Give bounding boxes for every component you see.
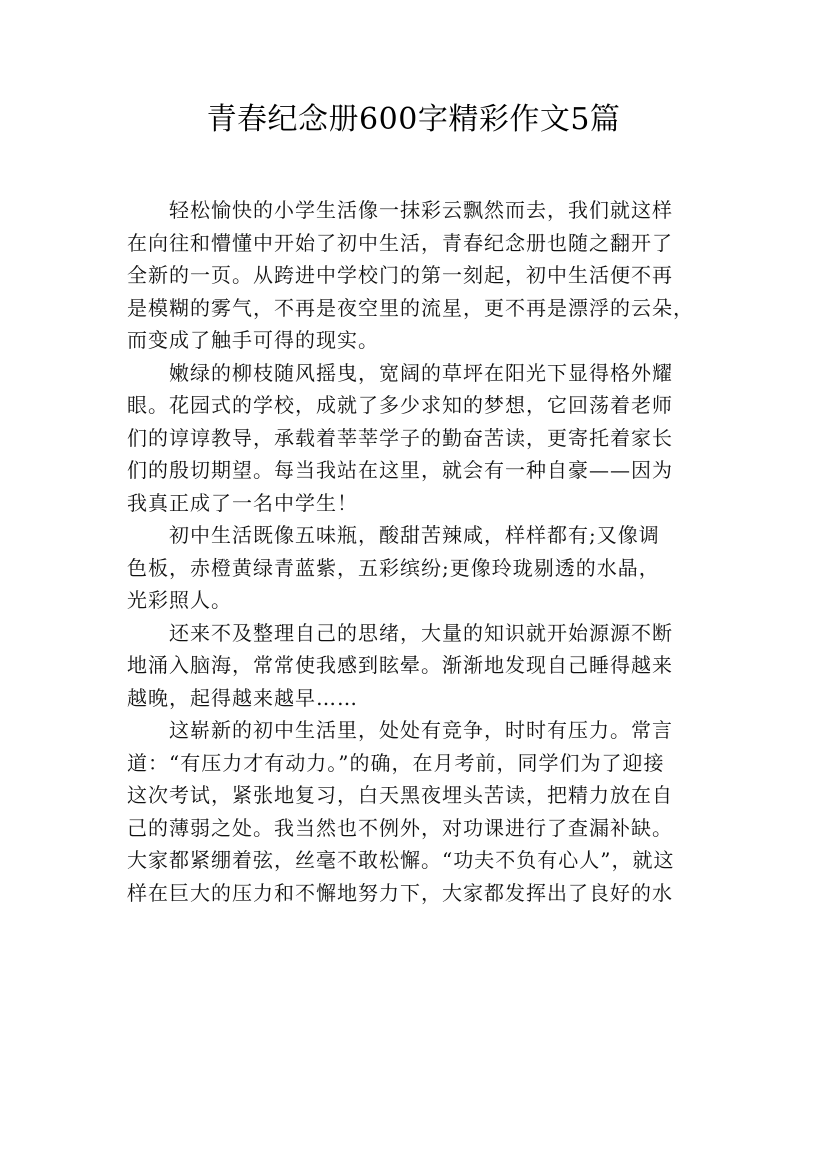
text-line: 地涌入脑海，常常使我感到眩晕。渐渐地发现自己睡得越来 (127, 653, 673, 677)
paragraph-1 (127, 194, 707, 357)
text-line: 还来不及整理自己的思绪，大量的知识就开始源源不断 (169, 620, 673, 645)
text-line: 是模糊的雾气，不再是夜空里的流星，更不再是漂浮的云朵， (127, 295, 694, 320)
text-line: 们的殷切期望。每当我站在这里，就会有一种自豪——因为 (127, 458, 673, 482)
text-line: 全新的一页。从跨进中学校门的第一刻起，初中生活便不再 (127, 263, 673, 287)
text-line: 轻松愉快的小学生活像一抹彩云飘然而去，我们就这样 (169, 198, 673, 222)
text-line: 光彩照人。 (127, 588, 232, 612)
paragraph-5 (127, 714, 707, 909)
text-line: 们的谆谆教导，承载着莘莘学子的勤奋苦读，更寄托着家长 (127, 425, 673, 450)
text-line: 大家都紧绷着弦，丝毫不敢松懈。“功夫不负有心人”，就这 (127, 848, 675, 872)
text-line: 嫩绿的柳枝随风摇曳，宽阔的草坪在阳光下显得格外耀 (169, 360, 673, 385)
text-line: 越晚，起得越来越早…… (127, 685, 358, 710)
text-line: 眼。花园式的学校，成就了多少求知的梦想，它回荡着老师 (127, 393, 673, 417)
text-line: 这次考试，紧张地复习，白天黑夜埋头苦读，把精力放在自 (127, 783, 673, 807)
paragraph-2 (127, 357, 707, 520)
document-body (127, 194, 707, 909)
paragraph-3 (127, 519, 707, 617)
text-line: 在向往和懵懂中开始了初中生活，青春纪念册也随之翻开了 (127, 230, 673, 255)
text-line: 样在巨大的压力和不懈地努力下，大家都发挥出了良好的水 (127, 880, 673, 905)
document-title: 青春纪念册600字精彩作文5篇 (206, 102, 621, 137)
text-line: 这崭新的初中生活里，处处有竞争，时时有压力。常言 (169, 718, 673, 742)
text-line: 己的薄弱之处。我当然也不例外，对功课进行了查漏补缺。 (127, 815, 673, 840)
text-line: 而变成了触手可得的现实。 (127, 328, 379, 352)
text-line: 初中生活既像五味瓶，酸甜苦辣咸，样样都有;又像调 (169, 523, 660, 547)
text-line: 我真正成了一名中学生！ (127, 490, 358, 515)
text-line: 色板，赤橙黄绿青蓝紫，五彩缤纷;更像玲珑剔透的水晶， (127, 555, 660, 580)
paragraph-4 (127, 617, 707, 715)
text-line: 道：“有压力才有动力。”的确，在月考前，同学们为了迎接 (127, 750, 665, 775)
